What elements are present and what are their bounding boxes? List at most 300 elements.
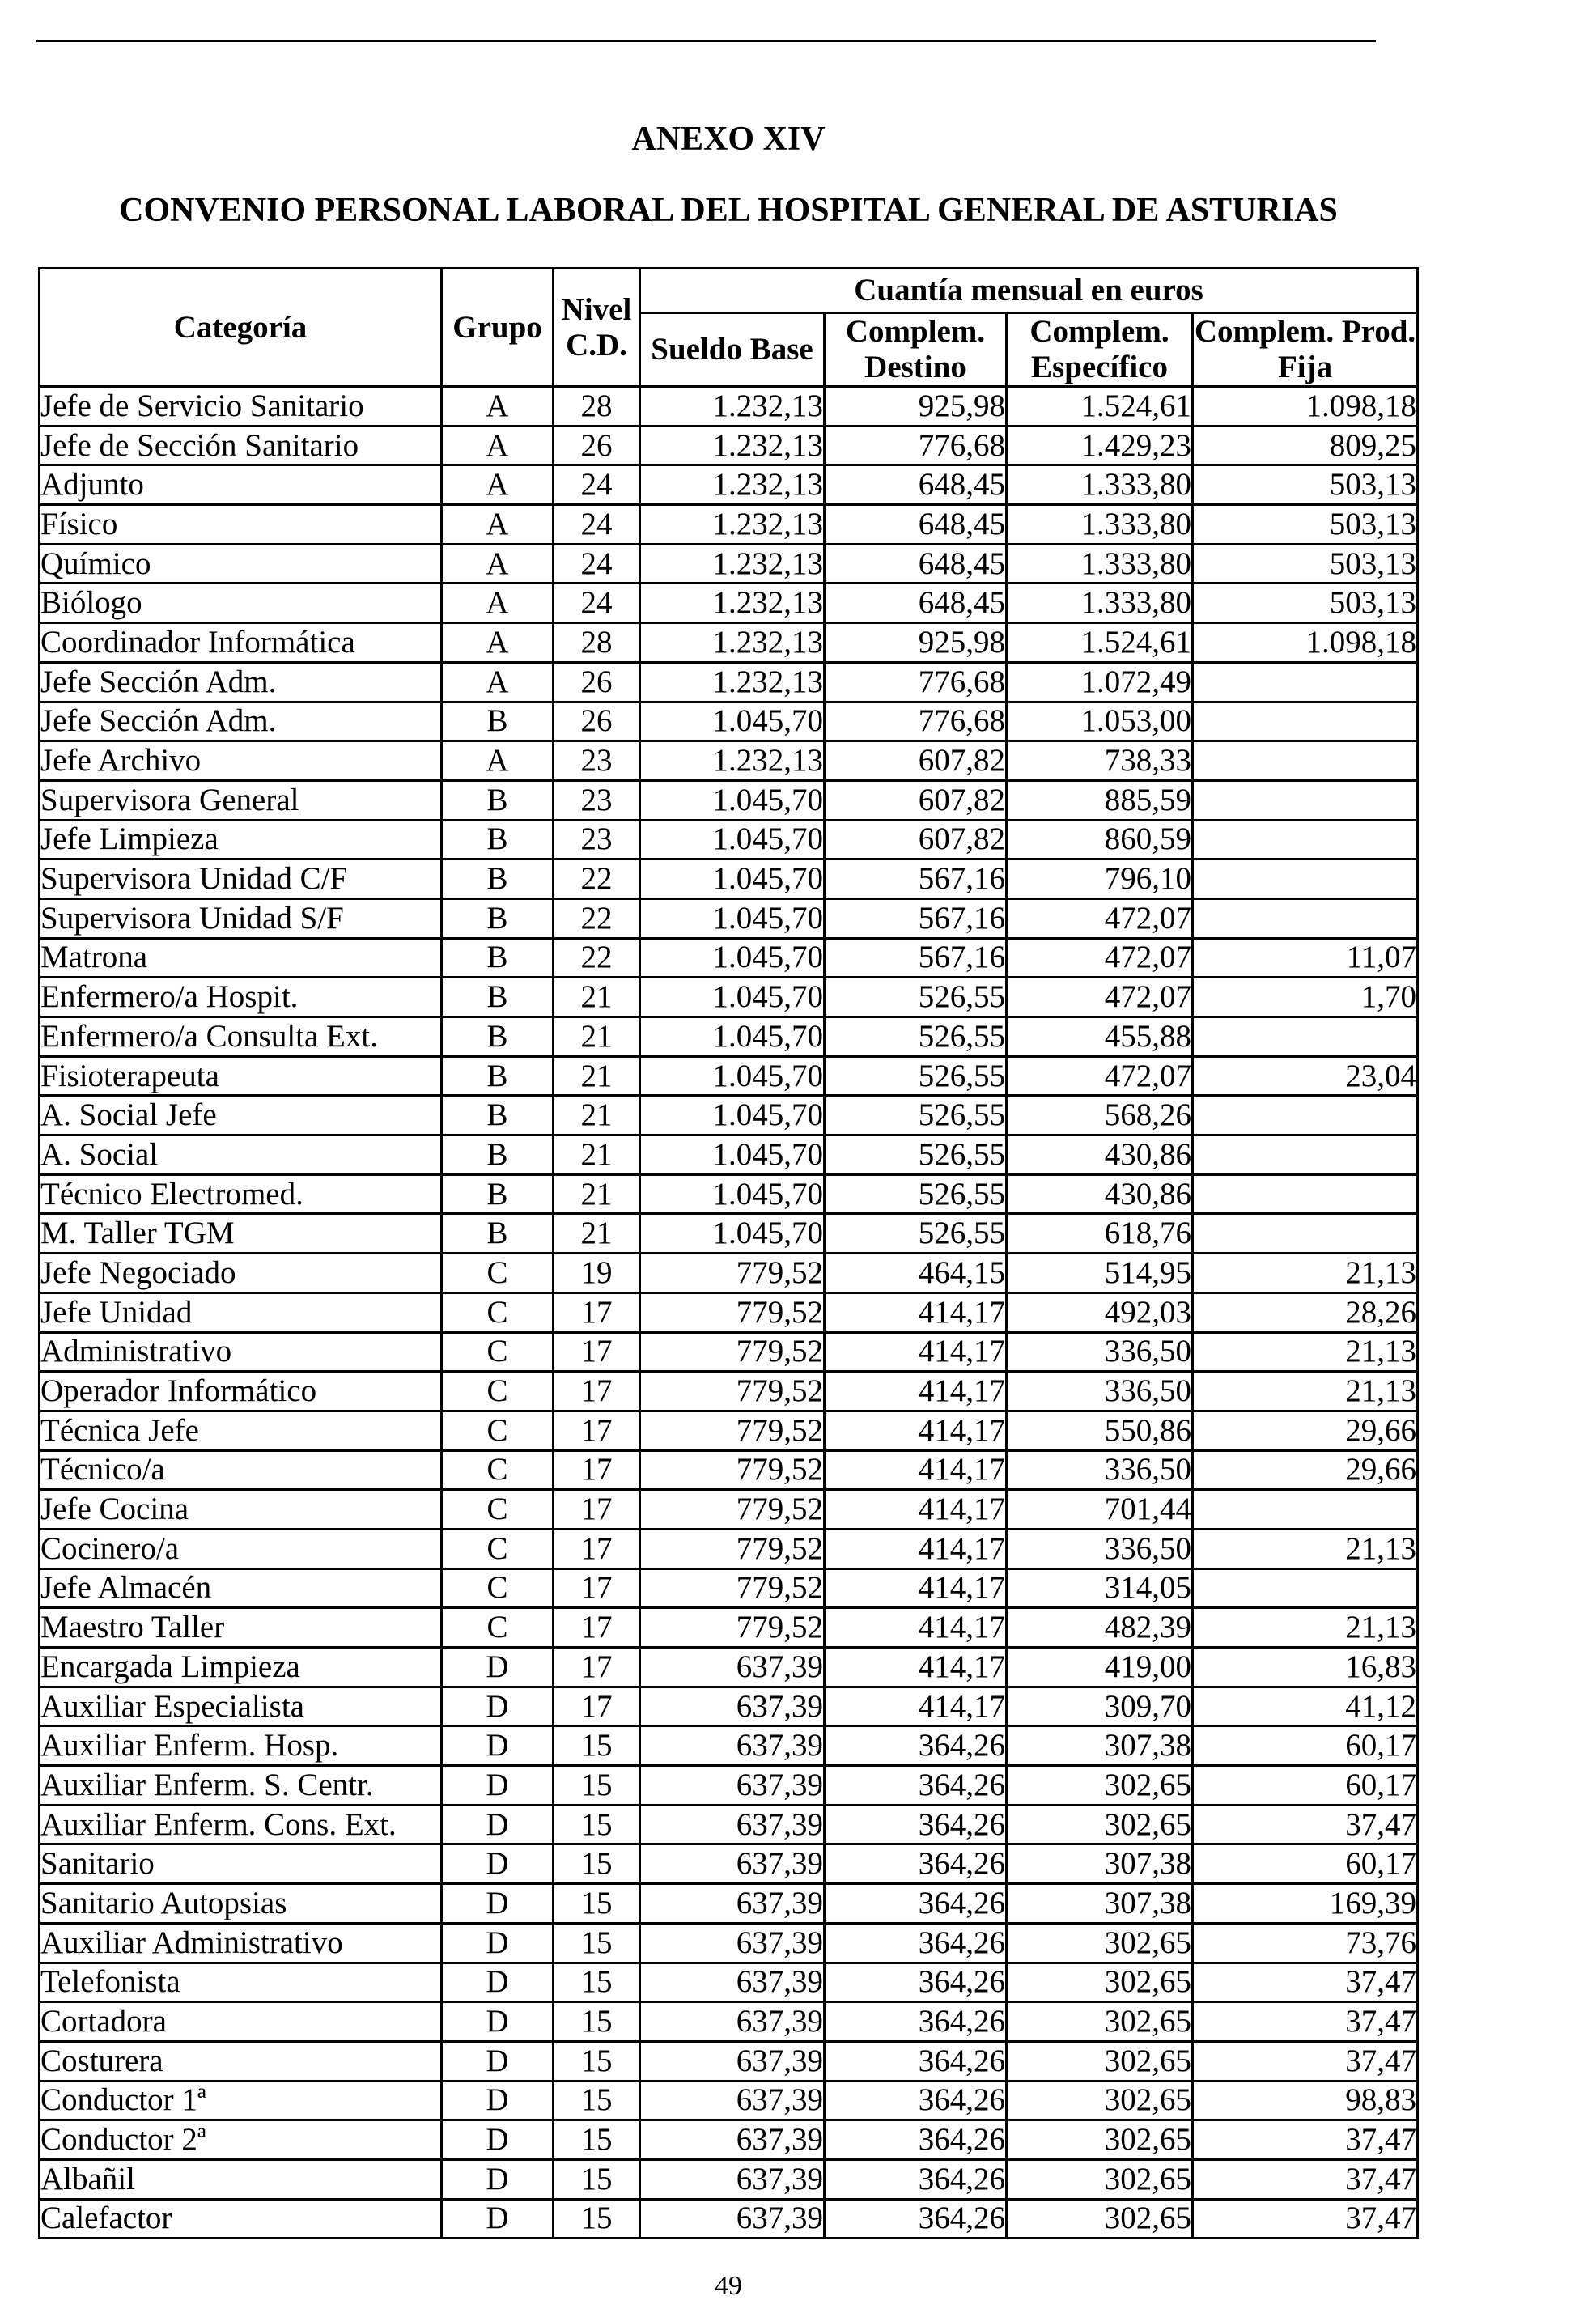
cell-categoria: Supervisora General — [40, 780, 442, 820]
table-row — [40, 1608, 1418, 1648]
cell-nivel: 21 — [554, 978, 640, 1017]
cell-complem-prod-fija: 98,83 — [1193, 2081, 1418, 2120]
cell-complem-destino: 414,17 — [825, 1687, 1007, 1726]
cell-complem-destino: 414,17 — [825, 1411, 1007, 1450]
cell-categoria: Albañil — [40, 2159, 442, 2199]
table-row — [40, 1687, 1418, 1726]
cell-nivel: 15 — [554, 1923, 640, 1963]
cell-grupo: C — [442, 1568, 554, 1608]
cell-complem-prod-fija: 21,13 — [1193, 1332, 1418, 1372]
cell-sueldo-base: 637,39 — [640, 1923, 825, 1963]
cell-categoria: Auxiliar Especialista — [40, 1687, 442, 1726]
table-row — [40, 1292, 1418, 1332]
cell-sueldo-base: 637,39 — [640, 1805, 825, 1844]
cell-nivel: 17 — [554, 1332, 640, 1372]
cell-categoria: Supervisora Unidad C/F — [40, 859, 442, 899]
cell-complem-destino: 364,26 — [825, 1923, 1007, 1963]
cell-complem-destino: 414,17 — [825, 1450, 1007, 1490]
table-row — [40, 1017, 1418, 1057]
cell-grupo: D — [442, 1648, 554, 1687]
cell-sueldo-base: 779,52 — [640, 1332, 825, 1372]
table-row — [40, 623, 1418, 663]
cell-categoria: Supervisora Unidad S/F — [40, 898, 442, 938]
cell-complem-prod-fija: 503,13 — [1193, 465, 1418, 505]
cell-nivel: 17 — [554, 1372, 640, 1411]
cell-complem-destino: 364,26 — [825, 1963, 1007, 2002]
table-row — [40, 1923, 1418, 1963]
cell-sueldo-base: 1.045,70 — [640, 780, 825, 820]
cell-grupo: D — [442, 2120, 554, 2160]
cell-sueldo-base: 1.232,13 — [640, 387, 825, 427]
table-row — [40, 820, 1418, 859]
cell-complem-prod-fija: 29,66 — [1193, 1450, 1418, 1490]
cell-complem-prod-fija: 503,13 — [1193, 584, 1418, 623]
cell-complem-prod-fija: 1.098,18 — [1193, 387, 1418, 427]
cell-categoria: Matrona — [40, 938, 442, 978]
cell-complem-destino: 414,17 — [825, 1372, 1007, 1411]
cell-complem-prod-fija: 37,47 — [1193, 2120, 1418, 2160]
cell-nivel: 15 — [554, 2120, 640, 2160]
cell-nivel: 17 — [554, 1490, 640, 1530]
cell-complem-especifico: 307,38 — [1007, 1726, 1193, 1766]
cell-categoria: Biólogo — [40, 584, 442, 623]
cell-categoria: Adjunto — [40, 465, 442, 505]
cell-complem-destino: 364,26 — [825, 2041, 1007, 2081]
table-row — [40, 1805, 1418, 1844]
cell-complem-especifico: 514,95 — [1007, 1254, 1193, 1293]
cell-nivel: 15 — [554, 1766, 640, 1806]
cell-sueldo-base: 1.045,70 — [640, 938, 825, 978]
cell-complem-especifico: 302,65 — [1007, 1963, 1193, 2002]
cell-complem-prod-fija — [1193, 820, 1418, 859]
cell-nivel: 17 — [554, 1608, 640, 1648]
cell-categoria: Auxiliar Administrativo — [40, 1923, 442, 1963]
cell-complem-prod-fija — [1193, 1135, 1418, 1175]
table-row — [40, 1529, 1418, 1568]
cell-grupo: D — [442, 2041, 554, 2081]
table-row — [40, 2159, 1418, 2199]
table-row — [40, 2199, 1418, 2239]
cell-categoria: Jefe Limpieza — [40, 820, 442, 859]
cell-complem-destino: 648,45 — [825, 544, 1007, 584]
header-cuantia: Cuantía mensual en euros — [640, 269, 1418, 313]
cell-categoria: Cocinero/a — [40, 1529, 442, 1568]
table-row — [40, 1490, 1418, 1530]
cell-complem-prod-fija — [1193, 859, 1418, 899]
cell-complem-destino: 364,26 — [825, 1766, 1007, 1806]
cell-nivel: 23 — [554, 780, 640, 820]
cell-complem-destino: 364,26 — [825, 2159, 1007, 2199]
cell-complem-destino: 925,98 — [825, 623, 1007, 663]
cell-grupo: A — [442, 623, 554, 663]
table-row — [40, 662, 1418, 702]
cell-grupo: B — [442, 978, 554, 1017]
cell-sueldo-base: 1.045,70 — [640, 1017, 825, 1057]
cell-grupo: C — [442, 1254, 554, 1293]
cell-complem-destino: 414,17 — [825, 1608, 1007, 1648]
cell-categoria: Jefe Unidad — [40, 1292, 442, 1332]
cell-sueldo-base: 779,52 — [640, 1292, 825, 1332]
cell-complem-destino: 364,26 — [825, 2120, 1007, 2160]
table-row — [40, 2041, 1418, 2081]
cell-categoria: Jefe de Servicio Sanitario — [40, 387, 442, 427]
table-row — [40, 978, 1418, 1017]
cell-complem-destino: 414,17 — [825, 1332, 1007, 1372]
cell-nivel: 22 — [554, 859, 640, 899]
cell-grupo: C — [442, 1490, 554, 1530]
cell-complem-prod-fija: 169,39 — [1193, 1884, 1418, 1924]
cell-complem-prod-fija — [1193, 1214, 1418, 1254]
cell-sueldo-base: 637,39 — [640, 2041, 825, 2081]
cell-complem-especifico: 472,07 — [1007, 938, 1193, 978]
cell-grupo: B — [442, 1096, 554, 1135]
cell-sueldo-base: 1.045,70 — [640, 898, 825, 938]
header-complem-especifico: Complem. Específico — [1007, 313, 1193, 387]
cell-grupo: D — [442, 1726, 554, 1766]
cell-complem-especifico: 302,65 — [1007, 1923, 1193, 1963]
table-row — [40, 1214, 1418, 1254]
cell-complem-especifico: 1.524,61 — [1007, 623, 1193, 663]
cell-complem-destino: 567,16 — [825, 898, 1007, 938]
cell-grupo: C — [442, 1292, 554, 1332]
cell-complem-destino: 526,55 — [825, 978, 1007, 1017]
cell-complem-prod-fija: 21,13 — [1193, 1529, 1418, 1568]
cell-complem-prod-fija — [1193, 1174, 1418, 1214]
cell-sueldo-base: 779,52 — [640, 1254, 825, 1293]
cell-complem-prod-fija: 21,13 — [1193, 1608, 1418, 1648]
cell-nivel: 15 — [554, 2199, 640, 2239]
cell-complem-destino: 414,17 — [825, 1529, 1007, 1568]
cell-nivel: 17 — [554, 1648, 640, 1687]
cell-complem-prod-fija: 37,47 — [1193, 2199, 1418, 2239]
cell-complem-especifico: 472,07 — [1007, 978, 1193, 1017]
table-body — [40, 387, 1418, 2239]
cell-grupo: B — [442, 1214, 554, 1254]
cell-complem-especifico: 302,65 — [1007, 2041, 1193, 2081]
cell-complem-especifico: 430,86 — [1007, 1174, 1193, 1214]
table-row — [40, 898, 1418, 938]
cell-complem-prod-fija: 37,47 — [1193, 1805, 1418, 1844]
cell-categoria: Jefe Sección Adm. — [40, 662, 442, 702]
cell-nivel: 17 — [554, 1687, 640, 1726]
cell-categoria: Técnico/a — [40, 1450, 442, 1490]
cell-categoria: Jefe Negociado — [40, 1254, 442, 1293]
cell-complem-destino: 607,82 — [825, 780, 1007, 820]
cell-complem-prod-fija: 16,83 — [1193, 1648, 1418, 1687]
cell-complem-especifico: 307,38 — [1007, 1844, 1193, 1884]
cell-categoria: Auxiliar Enferm. S. Centr. — [40, 1766, 442, 1806]
cell-complem-prod-fija: 41,12 — [1193, 1687, 1418, 1726]
cell-categoria: Jefe Archivo — [40, 741, 442, 781]
cell-grupo: B — [442, 1056, 554, 1096]
cell-nivel: 24 — [554, 505, 640, 545]
cell-categoria: Maestro Taller — [40, 1608, 442, 1648]
cell-complem-especifico: 302,65 — [1007, 2159, 1193, 2199]
cell-complem-destino: 414,17 — [825, 1292, 1007, 1332]
cell-categoria: M. Taller TGM — [40, 1214, 442, 1254]
cell-grupo: D — [442, 1884, 554, 1924]
cell-nivel: 22 — [554, 898, 640, 938]
cell-complem-destino: 648,45 — [825, 465, 1007, 505]
cell-categoria: Jefe de Sección Sanitario — [40, 426, 442, 465]
cell-categoria: Enfermero/a Hospit. — [40, 978, 442, 1017]
cell-complem-prod-fija — [1193, 1017, 1418, 1057]
cell-grupo: C — [442, 1372, 554, 1411]
cell-sueldo-base: 1.232,13 — [640, 741, 825, 781]
cell-categoria: Auxiliar Enferm. Cons. Ext. — [40, 1805, 442, 1844]
cell-grupo: D — [442, 1766, 554, 1806]
cell-nivel: 23 — [554, 741, 640, 781]
table-row — [40, 1056, 1418, 1096]
cell-sueldo-base: 637,39 — [640, 1844, 825, 1884]
cell-complem-prod-fija: 1.098,18 — [1193, 623, 1418, 663]
cell-complem-especifico: 738,33 — [1007, 741, 1193, 781]
cell-complem-especifico: 618,76 — [1007, 1214, 1193, 1254]
cell-sueldo-base: 1.045,70 — [640, 1174, 825, 1214]
cell-complem-destino: 526,55 — [825, 1056, 1007, 1096]
cell-grupo: D — [442, 2002, 554, 2042]
cell-sueldo-base: 779,52 — [640, 1450, 825, 1490]
salary-table — [38, 267, 1419, 2239]
cell-grupo: C — [442, 1450, 554, 1490]
header-complem-prod-fija: Complem. Prod. Fija — [1193, 313, 1418, 387]
header-sueldo-base: Sueldo Base — [640, 313, 825, 387]
cell-nivel: 15 — [554, 2081, 640, 2120]
cell-nivel: 15 — [554, 1726, 640, 1766]
cell-nivel: 17 — [554, 1568, 640, 1608]
cell-complem-destino: 364,26 — [825, 1805, 1007, 1844]
cell-categoria: Conductor 2ª — [40, 2120, 442, 2160]
cell-complem-destino: 526,55 — [825, 1214, 1007, 1254]
cell-categoria: Calefactor — [40, 2199, 442, 2239]
cell-complem-prod-fija: 37,47 — [1193, 2041, 1418, 2081]
cell-complem-prod-fija: 37,47 — [1193, 1963, 1418, 2002]
cell-grupo: B — [442, 898, 554, 938]
cell-nivel: 15 — [554, 1805, 640, 1844]
cell-complem-prod-fija: 23,04 — [1193, 1056, 1418, 1096]
table-row — [40, 544, 1418, 584]
cell-complem-destino: 648,45 — [825, 584, 1007, 623]
cell-sueldo-base: 1.232,13 — [640, 662, 825, 702]
cell-complem-especifico: 302,65 — [1007, 1805, 1193, 1844]
cell-complem-prod-fija — [1193, 1568, 1418, 1608]
table-header — [40, 269, 1418, 387]
cell-sueldo-base: 779,52 — [640, 1411, 825, 1450]
cell-categoria: Fisioterapeuta — [40, 1056, 442, 1096]
cell-sueldo-base: 1.045,70 — [640, 1135, 825, 1175]
cell-categoria: Sanitario Autopsias — [40, 1884, 442, 1924]
table-row — [40, 938, 1418, 978]
cell-grupo: D — [442, 1963, 554, 2002]
cell-nivel: 26 — [554, 426, 640, 465]
cell-complem-prod-fija — [1193, 702, 1418, 741]
cell-complem-especifico: 472,07 — [1007, 1056, 1193, 1096]
cell-nivel: 26 — [554, 662, 640, 702]
cell-grupo: D — [442, 1687, 554, 1726]
cell-categoria: Administrativo — [40, 1332, 442, 1372]
cell-categoria: Técnica Jefe — [40, 1411, 442, 1450]
cell-sueldo-base: 1.232,13 — [640, 465, 825, 505]
cell-sueldo-base: 637,39 — [640, 1884, 825, 1924]
cell-nivel: 23 — [554, 820, 640, 859]
cell-grupo: B — [442, 1135, 554, 1175]
cell-complem-prod-fija: 60,17 — [1193, 1766, 1418, 1806]
cell-grupo: D — [442, 1805, 554, 1844]
cell-nivel: 21 — [554, 1214, 640, 1254]
cell-sueldo-base: 637,39 — [640, 1648, 825, 1687]
cell-complem-especifico: 419,00 — [1007, 1648, 1193, 1687]
cell-categoria: Jefe Sección Adm. — [40, 702, 442, 741]
cell-nivel: 24 — [554, 465, 640, 505]
cell-complem-prod-fija: 503,13 — [1193, 544, 1418, 584]
cell-complem-especifico: 302,65 — [1007, 1766, 1193, 1806]
cell-grupo: C — [442, 1529, 554, 1568]
table-row — [40, 780, 1418, 820]
cell-nivel: 19 — [554, 1254, 640, 1293]
cell-complem-especifico: 1.333,80 — [1007, 544, 1193, 584]
cell-categoria: Coordinador Informática — [40, 623, 442, 663]
cell-grupo: A — [442, 662, 554, 702]
cell-complem-prod-fija — [1193, 1096, 1418, 1135]
cell-complem-destino: 567,16 — [825, 938, 1007, 978]
cell-nivel: 28 — [554, 387, 640, 427]
cell-nivel: 22 — [554, 938, 640, 978]
cell-nivel: 15 — [554, 1963, 640, 2002]
annex-title: ANEXO XIV — [631, 121, 826, 158]
cell-nivel: 17 — [554, 1292, 640, 1332]
cell-categoria: Jefe Cocina — [40, 1490, 442, 1530]
table-row — [40, 1450, 1418, 1490]
table-row — [40, 859, 1418, 899]
cell-sueldo-base: 637,39 — [640, 1726, 825, 1766]
cell-complem-especifico: 302,65 — [1007, 2081, 1193, 2120]
cell-nivel: 26 — [554, 702, 640, 741]
cell-complem-especifico: 885,59 — [1007, 780, 1193, 820]
cell-grupo: D — [442, 2199, 554, 2239]
cell-categoria: Operador Informático — [40, 1372, 442, 1411]
cell-complem-destino: 776,68 — [825, 426, 1007, 465]
cell-complem-prod-fija: 11,07 — [1193, 938, 1418, 978]
table-row — [40, 1372, 1418, 1411]
cell-nivel: 28 — [554, 623, 640, 663]
cell-categoria: Telefonista — [40, 1963, 442, 2002]
cell-grupo: B — [442, 938, 554, 978]
cell-complem-especifico: 336,50 — [1007, 1450, 1193, 1490]
cell-sueldo-base: 1.232,13 — [640, 544, 825, 584]
header-categoria: Categoría — [40, 269, 442, 387]
cell-complem-destino: 364,26 — [825, 2199, 1007, 2239]
cell-complem-prod-fija: 1,70 — [1193, 978, 1418, 1017]
cell-categoria: Cortadora — [40, 2002, 442, 2042]
header-complem-destino: Complem. Destino — [825, 313, 1007, 387]
table-row — [40, 1844, 1418, 1884]
cell-sueldo-base: 779,52 — [640, 1608, 825, 1648]
cell-sueldo-base: 637,39 — [640, 2199, 825, 2239]
table-row — [40, 1254, 1418, 1293]
cell-complem-destino: 414,17 — [825, 1648, 1007, 1687]
top-rule — [36, 40, 1376, 42]
cell-nivel: 17 — [554, 1411, 640, 1450]
table-row — [40, 387, 1418, 427]
cell-complem-destino: 364,26 — [825, 2081, 1007, 2120]
cell-categoria: Jefe Almacén — [40, 1568, 442, 1608]
cell-complem-especifico: 482,39 — [1007, 1608, 1193, 1648]
cell-categoria: Técnico Electromed. — [40, 1174, 442, 1214]
cell-grupo: B — [442, 702, 554, 741]
cell-nivel: 24 — [554, 584, 640, 623]
table-row — [40, 1332, 1418, 1372]
table-row — [40, 505, 1418, 545]
cell-sueldo-base: 1.232,13 — [640, 505, 825, 545]
cell-complem-prod-fija: 809,25 — [1193, 426, 1418, 465]
table-row — [40, 1884, 1418, 1924]
cell-complem-prod-fija — [1193, 780, 1418, 820]
cell-complem-destino: 607,82 — [825, 820, 1007, 859]
cell-nivel: 21 — [554, 1096, 640, 1135]
cell-sueldo-base: 779,52 — [640, 1529, 825, 1568]
cell-complem-especifico: 860,59 — [1007, 820, 1193, 859]
cell-complem-destino: 776,68 — [825, 702, 1007, 741]
cell-grupo: B — [442, 780, 554, 820]
table-row — [40, 1766, 1418, 1806]
cell-categoria: Sanitario — [40, 1844, 442, 1884]
cell-sueldo-base: 637,39 — [640, 2159, 825, 2199]
cell-complem-prod-fija — [1193, 1490, 1418, 1530]
cell-grupo: B — [442, 1174, 554, 1214]
cell-sueldo-base: 1.045,70 — [640, 978, 825, 1017]
cell-sueldo-base: 637,39 — [640, 2120, 825, 2160]
cell-complem-especifico: 336,50 — [1007, 1372, 1193, 1411]
cell-complem-destino: 526,55 — [825, 1096, 1007, 1135]
cell-complem-prod-fija: 37,47 — [1193, 2159, 1418, 2199]
cell-complem-destino: 526,55 — [825, 1174, 1007, 1214]
cell-complem-especifico: 1.333,80 — [1007, 465, 1193, 505]
cell-complem-prod-fija: 29,66 — [1193, 1411, 1418, 1450]
cell-complem-especifico: 302,65 — [1007, 2199, 1193, 2239]
cell-nivel: 17 — [554, 1529, 640, 1568]
cell-complem-prod-fija — [1193, 662, 1418, 702]
cell-complem-destino: 925,98 — [825, 387, 1007, 427]
cell-complem-destino: 414,17 — [825, 1568, 1007, 1608]
cell-sueldo-base: 779,52 — [640, 1568, 825, 1608]
table-row — [40, 584, 1418, 623]
cell-grupo: A — [442, 426, 554, 465]
cell-sueldo-base: 1.045,70 — [640, 1214, 825, 1254]
cell-complem-especifico: 701,44 — [1007, 1490, 1193, 1530]
cell-complem-especifico: 336,50 — [1007, 1332, 1193, 1372]
cell-sueldo-base: 1.232,13 — [640, 426, 825, 465]
cell-categoria: Químico — [40, 544, 442, 584]
cell-sueldo-base: 1.232,13 — [640, 584, 825, 623]
cell-categoria: Encargada Limpieza — [40, 1648, 442, 1687]
cell-nivel: 21 — [554, 1056, 640, 1096]
table-row — [40, 1174, 1418, 1214]
cell-nivel: 15 — [554, 2159, 640, 2199]
cell-complem-especifico: 1.072,49 — [1007, 662, 1193, 702]
table-row — [40, 2002, 1418, 2042]
cell-sueldo-base: 1.045,70 — [640, 859, 825, 899]
cell-complem-especifico: 314,05 — [1007, 1568, 1193, 1608]
cell-complem-especifico: 796,10 — [1007, 859, 1193, 899]
cell-complem-destino: 464,15 — [825, 1254, 1007, 1293]
cell-complem-destino: 364,26 — [825, 1726, 1007, 1766]
cell-complem-destino: 526,55 — [825, 1017, 1007, 1057]
cell-grupo: A — [442, 544, 554, 584]
cell-nivel: 21 — [554, 1174, 640, 1214]
table-row — [40, 1963, 1418, 2002]
cell-grupo: A — [442, 387, 554, 427]
table-row — [40, 1096, 1418, 1135]
